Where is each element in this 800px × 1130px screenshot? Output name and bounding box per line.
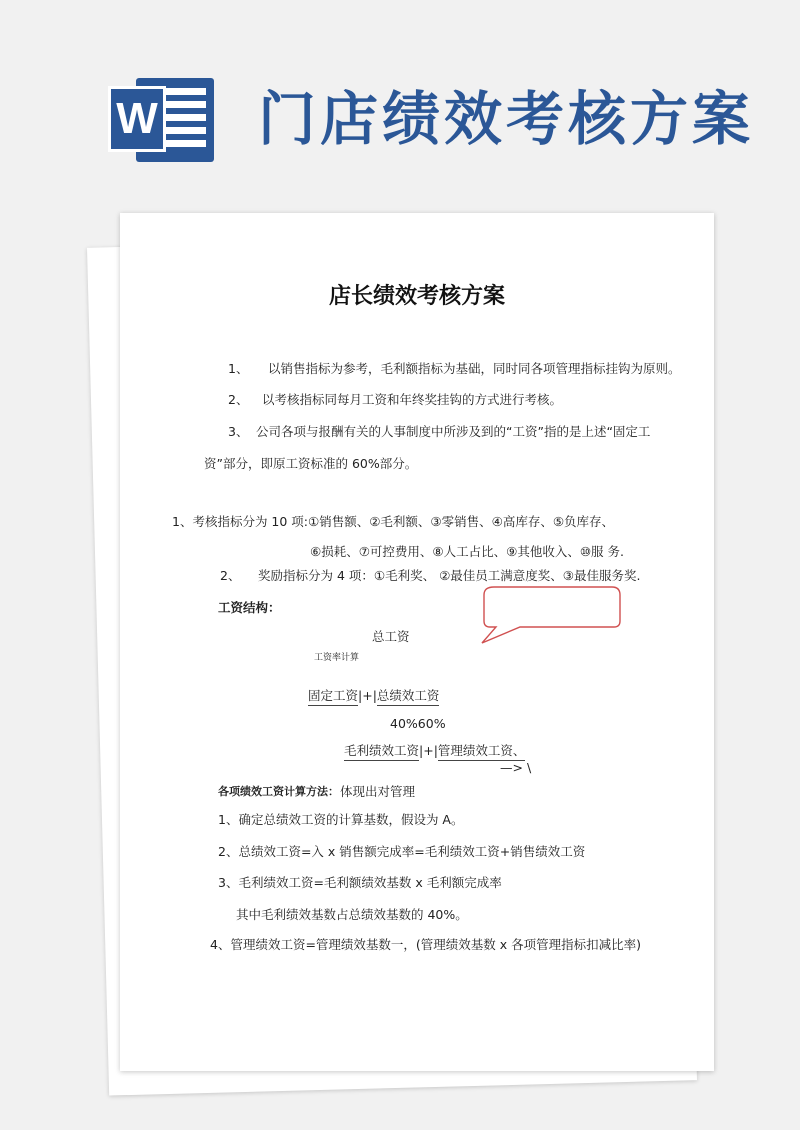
principle-1-number: 1、 [228, 361, 249, 376]
principle-1-text: 以销售指标为参考，毛利额指标为基础，同时同各项管理指标挂钩为原则。 [268, 361, 681, 376]
step-3: 3、毛利绩效工资=毛利额绩效基数 x 毛利额完成率 [218, 875, 502, 890]
indicator-1-continuation: ⑥损耗、⑦可控费用、⑧人工占比、⑨其他收入、⑩服 务. [310, 544, 624, 559]
step-3-note: 其中毛利绩效基数占总绩效基数的 40%。 [236, 907, 468, 922]
salary-rate-calc-label: 工资率计算 [314, 653, 360, 663]
management-performance-label: 管理绩效工资、 [438, 743, 526, 761]
indicator-2-number: 2、 [220, 568, 241, 583]
principle-3-text: 公司各项与报酬有关的人事制度中所涉及到的“工资”指的是上述“固定工 [256, 424, 651, 439]
banner-title: 门店绩效考核方案 [258, 85, 755, 153]
callout-bubble [480, 585, 622, 645]
fixed-salary-label: 固定工资 [308, 688, 358, 706]
total-salary-label: 总工资 [372, 629, 410, 644]
step-1: 1、确定总绩效工资的计算基数，假设为 A。 [218, 812, 464, 827]
arrow-symbol: —> \ [500, 760, 532, 775]
principle-3-number: 3、 [228, 424, 249, 439]
word-icon [108, 76, 216, 164]
salary-ratio: 40%60% [390, 716, 446, 731]
calculation-method-note: 体现出对管理 [340, 784, 416, 799]
document-title: 店长绩效考核方案 [328, 284, 505, 309]
principle-2-text: 以考核指标同每月工资和年终奖挂钩的方式进行考核。 [262, 392, 563, 407]
principle-3-continuation: 资”部分，即原工资标准的 60%部分。 [204, 456, 418, 471]
word-icon-letter: W [108, 86, 166, 152]
salary-structure-label: 工资结构： [218, 600, 281, 615]
indicator-1-text: 1、考核指标分为 10 项:①销售额、②毛利额、③零销售、④高库存、⑤负库存、 [172, 514, 615, 529]
step-2: 2、总绩效工资=入 x 销售额完成率=毛利绩效工资+销售绩效工资 [218, 844, 586, 859]
banner [0, 0, 800, 200]
step-4: 4、管理绩效工资=管理绩效基数一，(管理绩效基数 x 各项管理指标扣减比率) [210, 937, 642, 952]
indicator-2-text: 奖励指标分为 4 项：①毛利奖、 ②最佳员工满意度奖、③最佳服务奖. [258, 568, 641, 583]
plus-separator: |+| [419, 743, 438, 758]
gross-profit-performance-label: 毛利绩效工资 [344, 743, 419, 761]
document-page [120, 213, 714, 1071]
total-performance-salary-label: 总绩效工资 [377, 688, 440, 706]
plus-separator: |+| [358, 688, 377, 703]
calculation-method-label: 各项绩效工资计算方法： [218, 785, 339, 798]
principle-2-number: 2、 [228, 392, 249, 407]
